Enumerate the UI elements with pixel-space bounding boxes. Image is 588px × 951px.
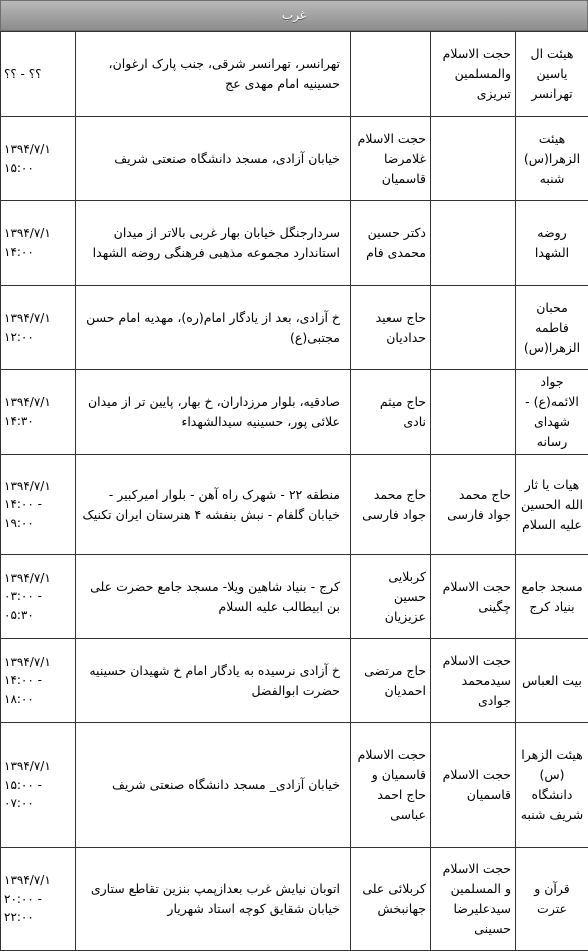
event-name: هیئت ال یاسین تهرانسر xyxy=(516,32,588,117)
address-cell: خ آزادی نرسیده به یادگار امام خ شهیدان حسینیه حضرت ابوالفضل xyxy=(76,639,351,723)
speaker-cell: کربلایی حسین عزیزیان xyxy=(351,555,431,639)
address-cell: تهرانسر، تهرانسر شرقی، جنب پارک ارغوان، حسینیه امام مهدی عج xyxy=(76,32,351,117)
address-cell: خیابان آزادی_ مسجد دانشگاه صنعتی شریف xyxy=(76,723,351,848)
speaker-cell: حجت الاسلام و المسلمین سیدعلیرضا حسینی xyxy=(431,848,516,951)
event-name: محبان فاطمه الزهرا(س) xyxy=(516,286,588,370)
speaker-cell: کربلائی علی جهانبخش xyxy=(351,848,431,951)
speaker-cell: حجت الاسلام سیدمحمد جوادی xyxy=(431,639,516,723)
speaker-cell xyxy=(351,32,431,117)
table-row xyxy=(1,117,588,201)
table-row xyxy=(1,723,588,848)
address-cell: سردارجنگل خیابان بهار غربی بالاتر از میدان استاندارد مجموعه مذهبی فرهنگی روضه الشهدا xyxy=(76,201,351,286)
table-row xyxy=(1,455,588,555)
table-row xyxy=(1,201,588,286)
speaker-cell xyxy=(431,201,516,286)
speaker-cell: حجت الاسلام قاسمیان xyxy=(431,723,516,848)
datetime-cell: ۱۳۹۴/۷/۱ ۲۰:۰۰ - ۲۲:۰۰ xyxy=(1,848,76,951)
address-cell: کرج - بنیاد شاهین ویلا- مسجد جامع حضرت علی بن ابیطالب علیه السلام xyxy=(76,555,351,639)
speaker-cell xyxy=(431,286,516,370)
table-row xyxy=(1,286,588,370)
speaker-cell: حاج مرتضی احمدیان xyxy=(351,639,431,723)
event-name: مسجد جامع بنیاد کرج xyxy=(516,555,588,639)
speaker-cell: حجت الاسلام والمسلمین تبریزی xyxy=(431,32,516,117)
event-name: بیت العباس xyxy=(516,639,588,723)
datetime-cell: ۱۳۹۴/۷/۱ ۱۵:۰۰ xyxy=(1,117,76,201)
event-name: قرآن و عترت xyxy=(516,848,588,951)
datetime-cell: ۱۳۹۴/۷/۱ ۱۴:۰۰ - ۱۹:۰۰ xyxy=(1,455,76,555)
datetime-cell: ۱۳۹۴/۷/۱ ۱۴:۰۰ xyxy=(1,201,76,286)
events-table xyxy=(0,31,588,951)
table-row xyxy=(1,639,588,723)
table-row xyxy=(1,848,588,951)
speaker-cell: دکتر حسین محمدی فام xyxy=(351,201,431,286)
event-name: هیات یا ثار الله الحسین علیه السلام xyxy=(516,455,588,555)
datetime-cell: ۱۳۹۴/۷/۱ ۱۴:۰۰ - ۱۸:۰۰ xyxy=(1,639,76,723)
table-row xyxy=(1,32,588,117)
address-cell: اتوبان نیایش غرب بعدازپمپ بنزین تقاطع ستاری خیابان شقایق کوچه استاد شهریار xyxy=(76,848,351,951)
datetime-cell: ؟؟ - ؟؟ xyxy=(1,32,76,117)
section-header xyxy=(0,0,588,31)
speaker-cell: حجت الاسلام چگینی xyxy=(431,555,516,639)
speaker-cell xyxy=(431,370,516,455)
datetime-cell: ۱۳۹۴/۷/۱ ۱۵:۰۰ - ۰۷:۰۰ xyxy=(1,723,76,848)
speaker-cell: حاج محمد جواد فارسی xyxy=(431,455,516,555)
event-name: هیئت الزهرا (س) دانشگاه شریف شنبه xyxy=(516,723,588,848)
event-name: هیئت الزهرا(س) شنبه xyxy=(516,117,588,201)
speaker-cell: حاج محمد جواد فارسی xyxy=(351,455,431,555)
address-cell: صادقیه، بلوار مرزداران، خ بهار، پایین تر از میدان علائی پور، حسینیه سیدالشهداء xyxy=(76,370,351,455)
table-row xyxy=(1,555,588,639)
speaker-cell xyxy=(431,117,516,201)
event-name: روضه الشهدا xyxy=(516,201,588,286)
speaker-cell: حاج سعید حدادیان xyxy=(351,286,431,370)
address-cell: خ آزادی، بعد از یادگار امام(ره)، مهدیه امام حسن مجتبی(ع) xyxy=(76,286,351,370)
datetime-cell: ۱۳۹۴/۷/۱ ۱۴:۳۰ xyxy=(1,370,76,455)
event-name: جواد الائمه(ع) - شهدای رسانه xyxy=(516,370,588,455)
table-row xyxy=(1,370,588,455)
speaker-cell: حجت الاسلام قاسمیان و حاج احمد عباسی xyxy=(351,723,431,848)
datetime-cell: ۱۳۹۴/۷/۱ ۰۳:۰۰ - ۰۵:۳۰ xyxy=(1,555,76,639)
speaker-cell: حجت الاسلام غلامرضا قاسمیان xyxy=(351,117,431,201)
address-cell: خیابان آزادی، مسجد دانشگاه صنعتی شریف xyxy=(76,117,351,201)
address-cell: منطقه ۲۲ - شهرک راه آهن - بلوار امیرکبیر - خیابان گلفام - نبش بنفشه ۴ هنرستان ایران تکنیک xyxy=(76,455,351,555)
speaker-cell: حاج میثم نادی xyxy=(351,370,431,455)
section-title: غرب xyxy=(282,8,306,22)
datetime-cell: ۱۳۹۴/۷/۱ ۱۲:۰۰ xyxy=(1,286,76,370)
